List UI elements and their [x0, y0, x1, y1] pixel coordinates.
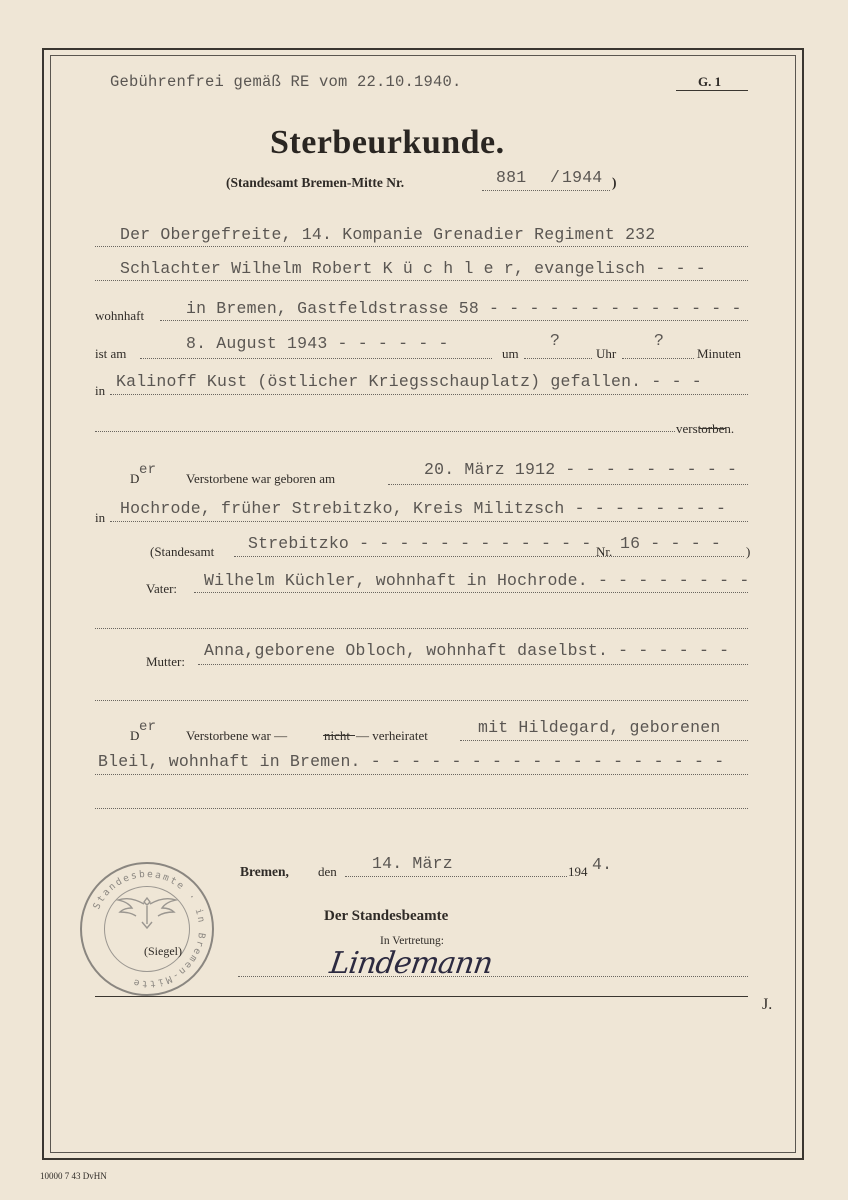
birth-office: Strebitzko - - - - - - - - - - - -: [248, 534, 592, 553]
bottom-rule: [95, 996, 748, 997]
person-line-2-dots: [95, 280, 748, 281]
signature-dots: [238, 976, 748, 977]
issue-date: 14. März: [372, 854, 453, 873]
person-line-2: Schlachter Wilhelm Robert K ü c h l e r, evangelisch - - -: [120, 259, 706, 278]
marriage-article: er: [139, 719, 157, 735]
office-close: ): [612, 175, 617, 190]
seal-ring-text-graphic: [80, 862, 214, 996]
birth-office-dots: [234, 556, 744, 557]
signature-deputy: In Vertretung:: [380, 935, 444, 947]
marriage-married-label: — verheiratet: [356, 728, 428, 743]
svg-text:Standesbeamte · in Bremen-Mitt: [91, 869, 207, 989]
signature-title: Der Standesbeamte: [324, 908, 449, 924]
document-title: Sterbeurkunde.: [270, 124, 505, 161]
father-label: Vater:: [146, 581, 178, 596]
mother-dots: [198, 664, 748, 665]
death-hour-dots: [524, 358, 592, 359]
birth-office-label: (Standesamt: [150, 544, 215, 559]
death-extra-dots: [95, 431, 675, 432]
mother-value: Anna,geborene Obloch, wohnhaft daselbst. - - - - - -: [204, 641, 730, 660]
birth-place: Hochrode, früher Strebitzko, Kreis Militzsch - - - - - - - -: [120, 499, 727, 518]
person-line-1-dots: [95, 246, 748, 247]
signature-initial: J.: [762, 996, 773, 1013]
death-uhr-label: Uhr: [596, 346, 617, 361]
birth-date-dots: [388, 484, 748, 485]
issue-date-dots: [345, 876, 567, 877]
person-line-1: Der Obergefreite, 14. Kompanie Grenadier Regiment 232: [120, 225, 656, 244]
father-dots: [194, 592, 748, 593]
marriage-label: Verstorbene war —: [186, 728, 288, 743]
marriage-nicht: [324, 728, 350, 744]
form-code-underline: [676, 90, 748, 91]
birth-nr-label: Nr.: [596, 544, 613, 559]
death-place-dots: [110, 394, 748, 395]
handwritten-signature: Lindemann: [327, 946, 495, 981]
death-date: 8. August 1943 - - - - - -: [186, 334, 449, 353]
printer-code: 10000 7 43 DvHN: [40, 1171, 107, 1181]
marriage-d-label: D: [130, 728, 140, 743]
office-number: 881: [496, 168, 527, 187]
verstorben-strike: [699, 428, 726, 429]
father-extra-dots: [95, 628, 748, 629]
issue-year-prefix: 194: [568, 864, 588, 879]
birth-office-close: ): [746, 544, 751, 559]
death-place-label: in: [95, 383, 106, 398]
death-place: Kalinoff Kust (östlicher Kriegsschauplatz) gefallen. - - -: [116, 372, 702, 391]
office-dotted-line: [482, 190, 610, 191]
death-date-dots: [140, 358, 492, 359]
issue-year-suffix: 4.: [592, 855, 613, 874]
seal-label: (Siegel): [144, 944, 182, 958]
fee-note: Gebührenfrei gemäß RE vom 22.10.1940.: [110, 73, 462, 91]
marriage-nicht-text: nicht: [324, 728, 350, 743]
official-seal: [80, 862, 214, 996]
birth-place-label: in: [95, 510, 106, 525]
residence-label: wohnhaft: [95, 308, 145, 323]
marriage-dots-3: [95, 808, 748, 809]
issue-den-label: den: [318, 864, 337, 879]
marriage-dots-1: [460, 740, 748, 741]
death-hour: ?: [550, 331, 561, 350]
marriage-spouse-1: mit Hildegard, geborenen: [478, 718, 721, 737]
issue-place: Bremen,: [240, 864, 289, 879]
birth-d-label: D: [130, 471, 140, 486]
death-minute-dots: [622, 358, 694, 359]
father-value: Wilhelm Küchler, wohnhaft in Hochrode. - - - - - - - -: [204, 571, 750, 590]
residence-value: in Bremen, Gastfeldstrasse 58 - - - - - - - - - - - - -: [186, 299, 742, 318]
verstorben-label: [676, 421, 734, 437]
birth-nr: 16 - - - -: [620, 534, 722, 553]
death-um-label: um: [502, 346, 519, 361]
residence-dots: [160, 320, 748, 321]
mother-extra-dots: [95, 700, 748, 701]
death-minute: ?: [654, 331, 665, 350]
office-slash: /: [550, 168, 561, 187]
marriage-dots-2: [95, 774, 748, 775]
death-date-label: ist am: [95, 346, 127, 361]
office-year: 1944: [562, 168, 603, 187]
birth-date: 20. März 1912 - - - - - - - - -: [424, 460, 738, 479]
marriage-spouse-2: Bleil, wohnhaft in Bremen. - - - - - - - - - - - - - - - - - -: [98, 752, 725, 771]
mother-label: Mutter:: [146, 654, 185, 669]
birth-article: er: [139, 462, 157, 478]
birth-label: Verstorbene war geboren am: [186, 471, 336, 486]
office-label: (Standesamt Bremen-Mitte Nr.: [226, 175, 405, 190]
birth-place-dots: [110, 521, 748, 522]
eagle-icon: [118, 898, 176, 928]
seal-ring-text: Standesbeamte · in Bremen-Mitte: [91, 868, 208, 990]
verstorben-text: verstorben.: [676, 421, 735, 436]
form-code: G. 1: [698, 74, 722, 89]
death-minuten-label: Minuten: [697, 346, 742, 361]
marriage-nicht-strike: [323, 735, 355, 736]
